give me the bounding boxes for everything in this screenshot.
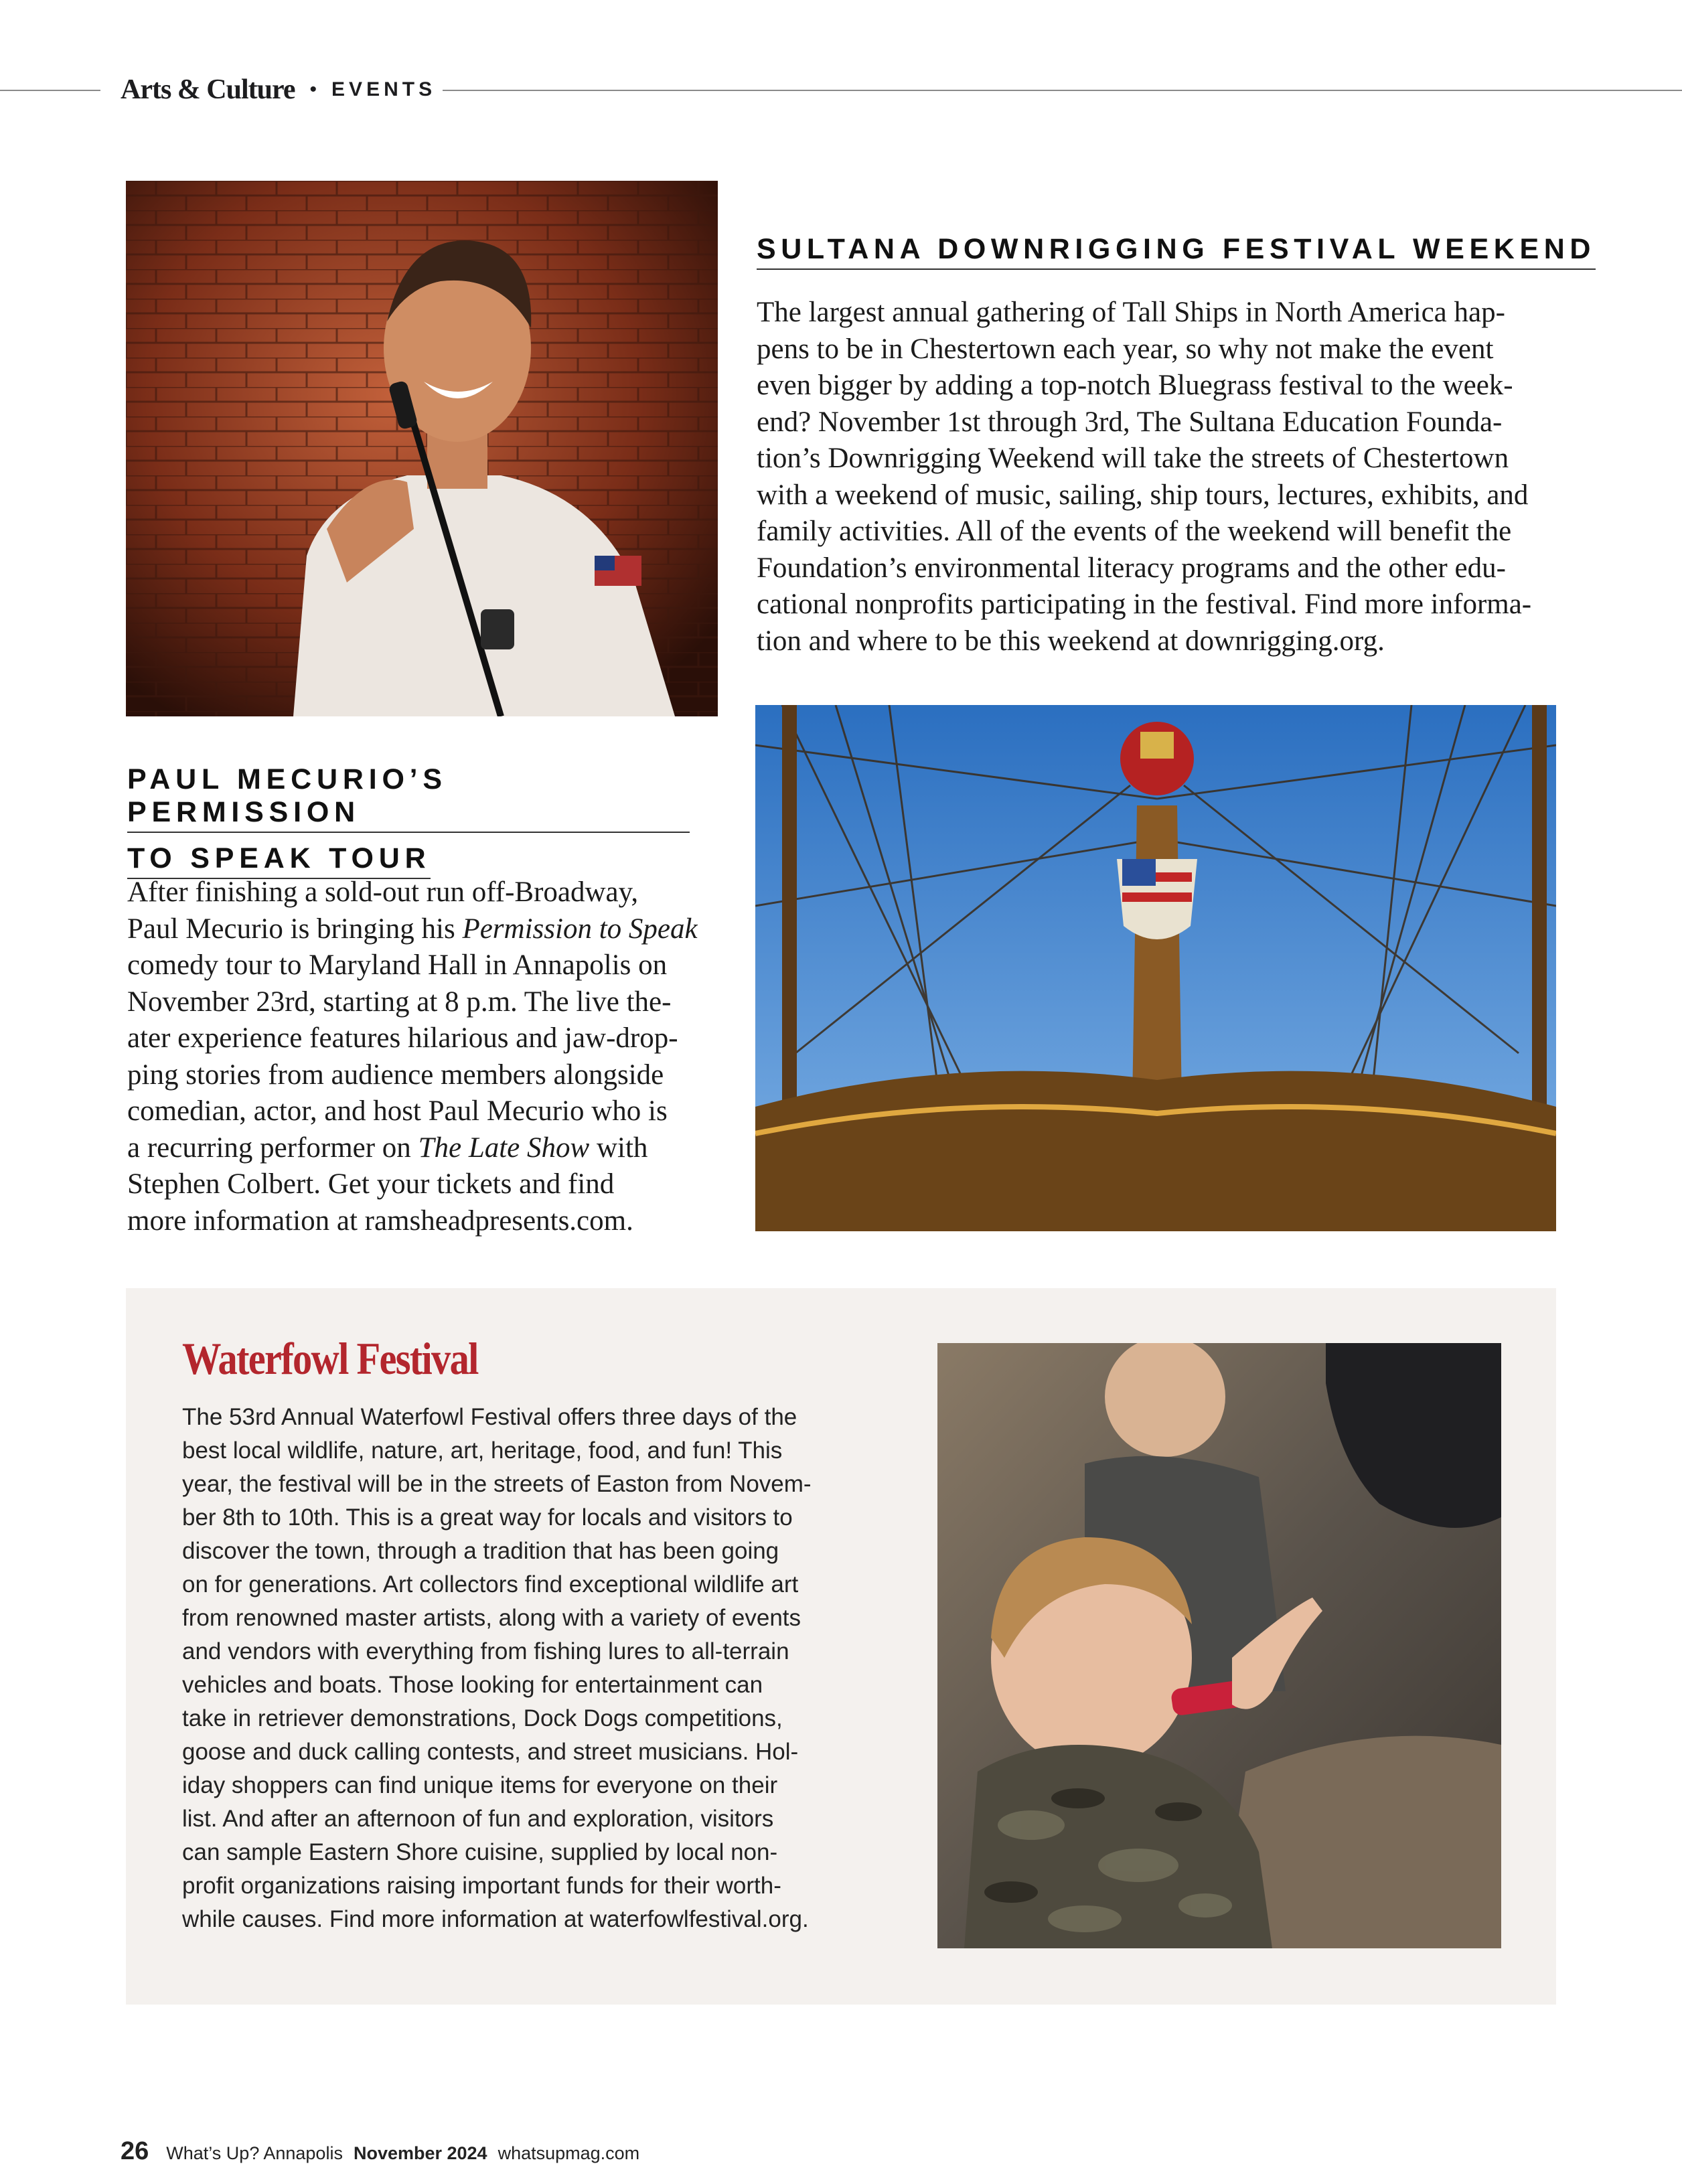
mecurio-body — [127, 874, 730, 1239]
sultana-line: tion and where to be this weekend at downrigging.org. — [757, 625, 1385, 657]
waterfowl-title: Waterfowl Festival — [182, 1333, 478, 1384]
tv-show-title: The Late Show — [418, 1132, 590, 1164]
mecurio-text: a recurring performer on — [127, 1132, 418, 1164]
waterfowl-line: year, the festival will be in the streets of Easton from Novem- — [182, 1471, 812, 1497]
show-title: Permission to Speak — [462, 913, 698, 945]
header-rule-left — [0, 90, 100, 91]
waterfowl-line: and vendors with everything from fishing lures to all-terrain — [182, 1638, 789, 1664]
section-category: EVENTS — [331, 78, 437, 100]
issue-date: November 2024 — [353, 2143, 487, 2163]
mecurio-line: Stephen Colbert. Get your tickets and find — [127, 1168, 615, 1200]
waterfowl-line: can sample Eastern Shore cuisine, supplied by local non- — [182, 1839, 778, 1865]
waterfowl-line: on for generations. Art collectors find exceptional wildlife art — [182, 1571, 799, 1597]
mecurio-line — [127, 911, 730, 948]
mecurio-title-line2: TO SPEAK TOUR — [127, 842, 431, 879]
sultana-line: The largest annual gathering of Tall Ships in North America hap- — [757, 297, 1505, 328]
website: whatsupmag.com — [498, 2143, 640, 2163]
waterfowl-line: take in retriever demonstrations, Dock Dogs competitions, — [182, 1705, 783, 1731]
sultana-line: end? November 1st through 3rd, The Sultana Education Founda- — [757, 406, 1503, 438]
waterfowl-line: best local wildlife, nature, art, heritage, food, and fun! This — [182, 1437, 783, 1464]
waterfowl-line: from renowned master artists, along with a variety of events — [182, 1605, 801, 1631]
sultana-line: pens to be in Chestertown each year, so why not make the event — [757, 333, 1494, 365]
sultana-line: Foundation’s environmental literacy programs and the other edu- — [757, 552, 1506, 584]
sultana-line: tion’s Downrigging Weekend will take the streets of Chestertown — [757, 443, 1509, 474]
sultana-line: family activities. All of the events of the weekend will benefit the — [757, 516, 1512, 547]
waterfowl-line: while causes. Find more information at waterfowlfestival.org. — [182, 1906, 809, 1932]
sultana-line: cational nonprofits participating in the festival. Find more informa- — [757, 589, 1532, 620]
waterfowl-photo — [937, 1343, 1501, 1948]
waterfowl-line: discover the town, through a tradition that has been going — [182, 1538, 779, 1564]
sultana-title: SULTANA DOWNRIGGING FESTIVAL WEEKEND — [757, 233, 1596, 270]
header-rule-right — [429, 90, 1682, 91]
mecurio-text: with — [589, 1132, 648, 1164]
comedian-photo — [126, 181, 718, 716]
mecurio-line: more information at ramsheadpresents.com. — [127, 1204, 633, 1237]
mecurio-title-line1: PAUL MECURIO’S PERMISSION — [127, 763, 690, 833]
page-footer — [121, 2137, 639, 2175]
sultana-line: even bigger by adding a top-notch Bluegrass festival to the week- — [757, 370, 1513, 401]
waterfowl-line: profit organizations raising important funds for their worth- — [182, 1873, 781, 1899]
section-label — [121, 70, 443, 110]
sultana-body — [757, 295, 1587, 659]
mecurio-heading — [127, 763, 690, 879]
mecurio-line: comedy tour to Maryland Hall in Annapolis on — [127, 949, 668, 981]
waterfowl-line: list. And after an afternoon of fun and exploration, visitors — [182, 1806, 774, 1832]
mecurio-text: Paul Mecurio is bringing his — [127, 913, 463, 945]
waterfowl-line: iday shoppers can find unique items for everyone on their — [182, 1772, 778, 1798]
mecurio-line: ater experience features hilarious and jaw-drop- — [127, 1022, 678, 1054]
publication-name: What’s Up? Annapolis — [166, 2143, 343, 2163]
sultana-line: with a weekend of music, sailing, ship tours, lectures, exhibits, and — [757, 479, 1529, 511]
sultana-heading — [757, 233, 1596, 270]
section-separator: • — [309, 78, 317, 100]
waterfowl-line: goose and duck calling contests, and street musicians. Hol- — [182, 1739, 799, 1765]
section-name: Arts & Culture — [121, 74, 295, 105]
waterfowl-body — [182, 1401, 905, 1936]
waterfowl-line: vehicles and boats. Those looking for entertainment can — [182, 1672, 763, 1698]
waterfowl-line: The 53rd Annual Waterfowl Festival offers three days of the — [182, 1404, 797, 1430]
page-number: 26 — [121, 2137, 149, 2165]
tall-ship-photo — [755, 705, 1556, 1231]
mecurio-line — [127, 1130, 730, 1167]
waterfowl-line: ber 8th to 10th. This is a great way for locals and visitors to — [182, 1504, 793, 1531]
mecurio-line: ping stories from audience members alongside — [127, 1059, 664, 1091]
mecurio-line: November 23rd, starting at 8 p.m. The live the- — [127, 986, 672, 1018]
mecurio-line: After finishing a sold-out run off-Broadway, — [127, 876, 639, 908]
mecurio-line: comedian, actor, and host Paul Mecurio who is — [127, 1095, 668, 1127]
